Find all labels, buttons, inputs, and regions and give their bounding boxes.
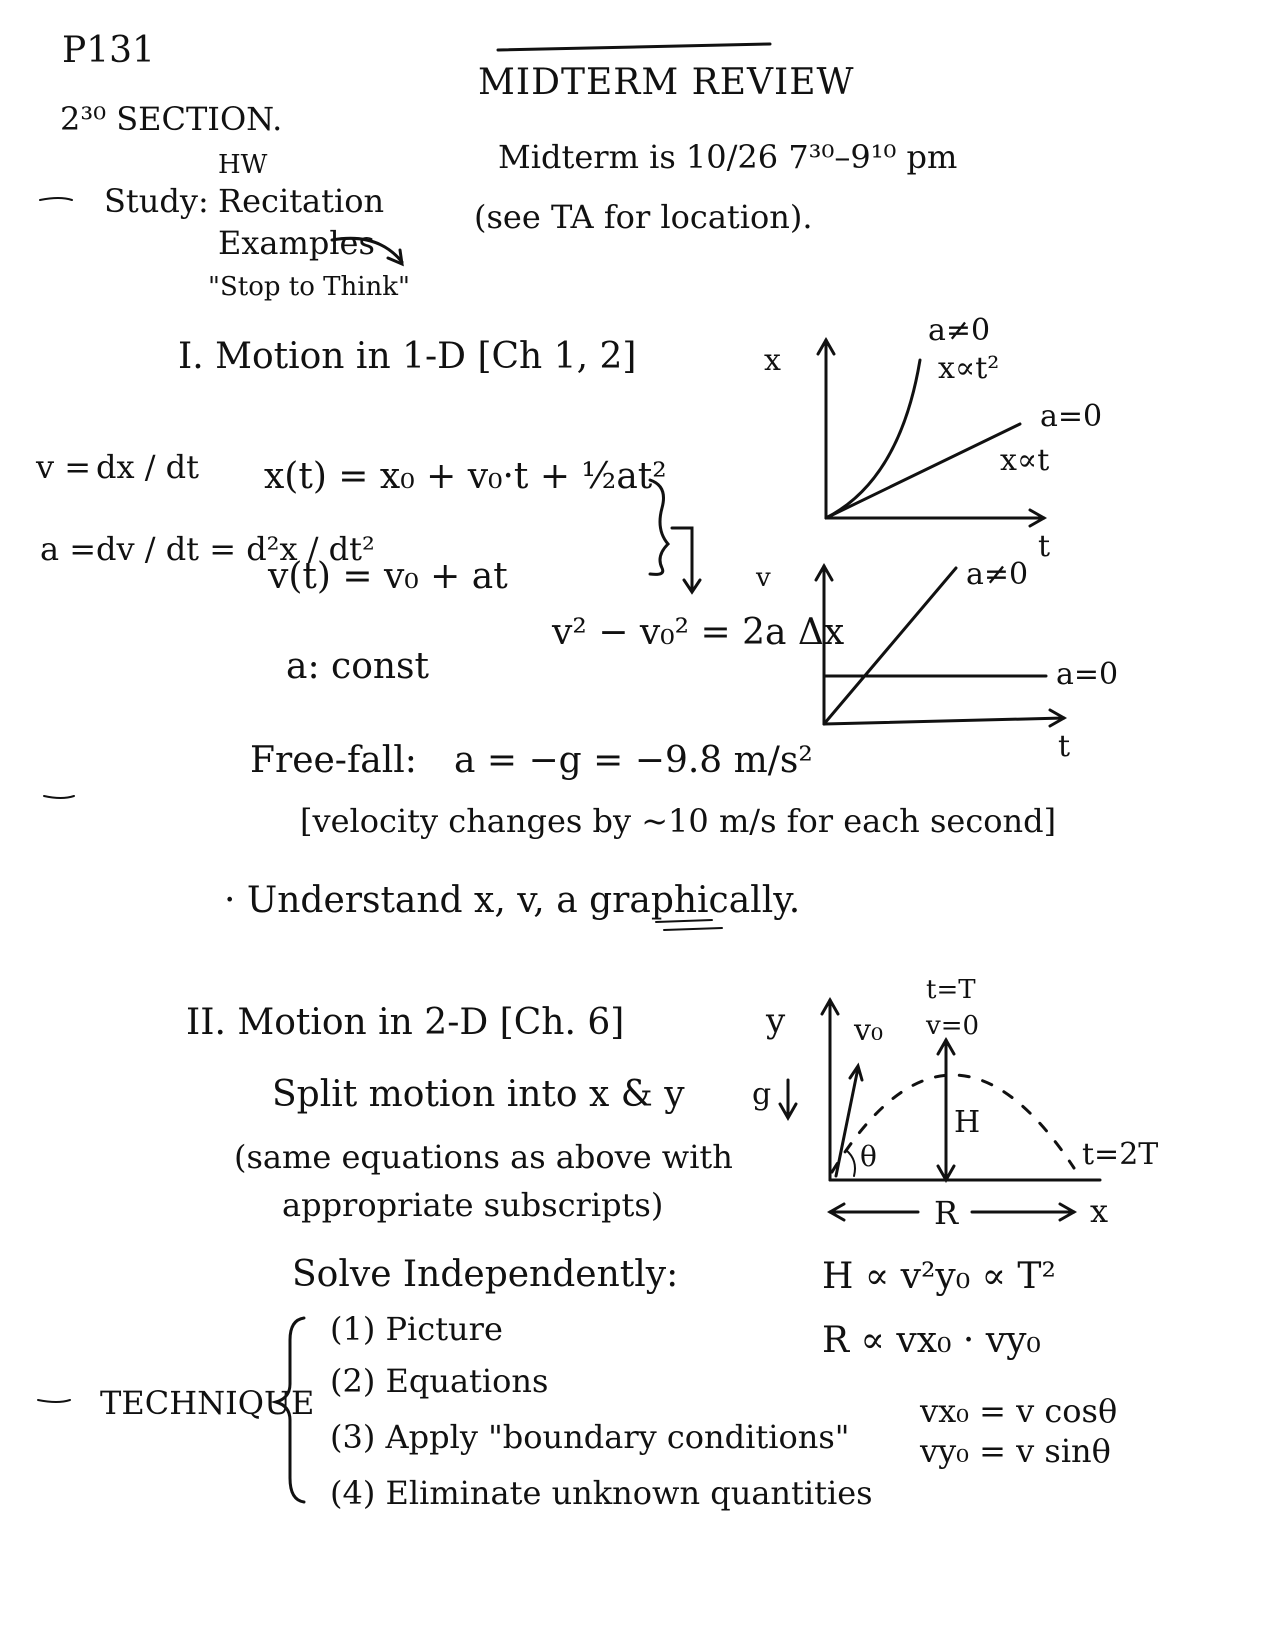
freefall-eq: a = −g = −9.8 m/s²: [454, 740, 813, 781]
step-1: (1) Picture: [330, 1310, 503, 1348]
same-equations-2: appropriate subscripts): [282, 1186, 664, 1224]
eq-velocity: v(t) = v₀ + at: [268, 556, 508, 597]
section1-heading: I. Motion in 1-D [Ch 1, 2]: [178, 336, 637, 377]
section-label: 2³⁰ SECTION.: [60, 100, 283, 138]
def-v-frac: dx / dt: [96, 448, 199, 486]
graphically-underline-2: [664, 928, 722, 930]
brace-equations: [650, 480, 668, 574]
graph-x-line-label-2: x∝t: [1000, 443, 1050, 478]
midterm-location: (see TA for location).: [474, 198, 813, 236]
line-increasing-velocity: [824, 568, 956, 724]
proj-y-label: y: [766, 1001, 786, 1041]
scan-mark-1: [40, 198, 72, 200]
proj-top-label-1: t=T: [926, 975, 976, 1005]
proj-end-label: t=2T: [1082, 1137, 1159, 1172]
proj-v0-label: v₀: [854, 1013, 883, 1048]
proj-theta-label: θ: [860, 1140, 877, 1173]
relation-vy0: vy₀ = v sinθ: [920, 1432, 1111, 1470]
def-a-lhs: a =: [40, 530, 97, 568]
scan-mark-3: [38, 1400, 70, 1402]
page-title: MIDTERM REVIEW: [478, 62, 855, 103]
freefall-note: [velocity changes by ~10 m/s for each second]: [300, 802, 1057, 840]
scan-mark-2: [44, 796, 74, 798]
study-label: Study:: [104, 182, 209, 220]
study-item-examples: Examples: [218, 224, 375, 262]
step-3: (3) Apply "boundary conditions": [330, 1418, 850, 1456]
proj-height-label: H: [954, 1105, 981, 1140]
def-v-lhs: v =: [36, 448, 92, 486]
title-overline: [498, 44, 770, 50]
split-motion: Split motion into x & y: [272, 1074, 685, 1115]
proj-v0-vector: [836, 1068, 858, 1176]
same-equations-1: (same equations as above with: [234, 1138, 733, 1176]
graph-x-y-label: x: [764, 343, 781, 378]
graph-v-line-label: a≠0: [966, 557, 1029, 592]
def-a-frac: dv / dt = d²x / dt²: [96, 530, 375, 568]
step-4: (4) Eliminate unknown quantities: [330, 1474, 873, 1512]
eq-combined: v² − v₀² = 2a Δx: [552, 612, 845, 653]
section2-heading: II. Motion in 2-D [Ch. 6]: [186, 1002, 625, 1043]
relation-range: R ∝ vx₀ · vy₀: [822, 1320, 1041, 1361]
graph-v-x-label: t: [1058, 729, 1071, 764]
eq-constant-accel: a: const: [286, 646, 429, 687]
graph-v-x-axis: [824, 718, 1064, 724]
proj-angle-arc: [846, 1150, 855, 1176]
proj-x-label: x: [1090, 1192, 1109, 1230]
relation-vx0: vx₀ = v cosθ: [920, 1392, 1118, 1430]
graphical-bullet: · Understand x, v, a graphically.: [224, 880, 801, 921]
technique-label: TECHNIQUE: [100, 1384, 315, 1422]
graph-x-x-label: t: [1038, 529, 1051, 564]
study-item-stop-to-think: "Stop to Think": [208, 272, 411, 302]
study-item-hw: HW: [218, 150, 268, 180]
graph-x-curve-label-2: x∝t²: [938, 351, 1000, 386]
step-2: (2) Equations: [330, 1362, 549, 1400]
graph-x-curve-label-1: a≠0: [928, 313, 991, 348]
eq-position: x(t) = x₀ + v₀·t + ½at²: [264, 456, 667, 497]
line-linear: [826, 424, 1020, 518]
brace-arrow-line: [672, 528, 692, 590]
proj-g-label: g: [752, 1077, 772, 1112]
midterm-date: Midterm is 10/26 7³⁰–9¹⁰ pm: [498, 138, 958, 176]
proj-top-label-2: v=0: [926, 1011, 980, 1041]
graph-x-vs-t: [818, 340, 1044, 526]
graph-v-flat-label: a=0: [1056, 657, 1119, 692]
graph-v-y-label: v: [756, 563, 771, 593]
solve-independently: Solve Independently:: [292, 1254, 679, 1295]
freefall-label: Free-fall:: [250, 740, 417, 781]
proj-range-label: R: [934, 1194, 959, 1232]
graph-x-line-label-1: a=0: [1040, 399, 1103, 434]
graphically-underline-1: [656, 920, 712, 922]
course-code: P131: [62, 30, 155, 71]
relation-height: H ∝ v²y₀ ∝ T²: [822, 1256, 1056, 1297]
technique-brace: [276, 1318, 304, 1502]
study-item-recitation: Recitation: [218, 182, 385, 220]
